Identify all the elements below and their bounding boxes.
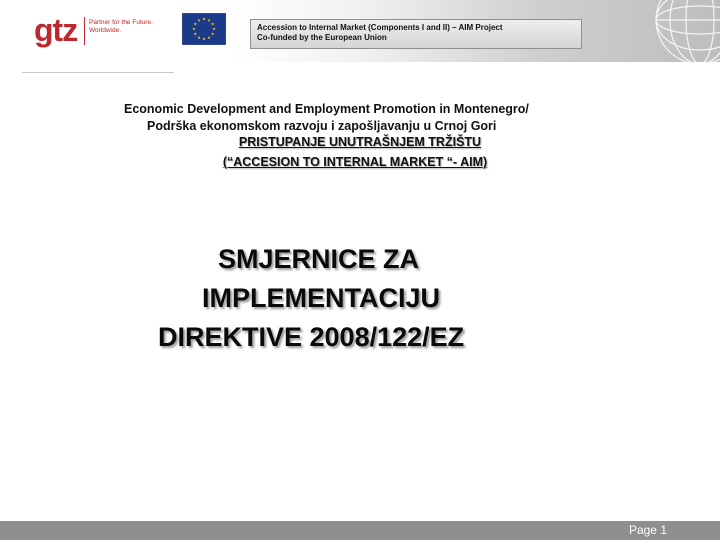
intro-text bbox=[124, 101, 604, 135]
eu-flag-icon bbox=[182, 13, 226, 45]
title-line-2: IMPLEMENTACIJU bbox=[202, 283, 441, 313]
header-bar bbox=[0, 0, 720, 62]
page-number: Page 1 bbox=[628, 523, 667, 537]
tagline-line-2: Worldwide. bbox=[89, 27, 122, 34]
logo-tagline bbox=[89, 19, 153, 35]
program-name-local: PRISTUPANJE UNUTRAŠNJEM TRŽIŠTU bbox=[238, 135, 482, 149]
footer-bar bbox=[0, 521, 720, 540]
project-info-box bbox=[250, 19, 582, 49]
logo-divider bbox=[84, 17, 85, 45]
globe-icon bbox=[638, 0, 720, 62]
title-line-1: SMJERNICE ZA bbox=[218, 244, 420, 274]
intro-line-1: Economic Development and Employment Promotion in Montenegro/ bbox=[124, 102, 529, 116]
slide-title bbox=[150, 240, 580, 357]
gtz-logo: gtz bbox=[34, 12, 78, 48]
title-line-3: DIREKTIVE 2008/122/EZ bbox=[158, 322, 465, 352]
project-line-1: Accession to Internal Market (Components I and II) – AIM Project bbox=[257, 23, 503, 32]
project-line-2: Co-funded by the European Union bbox=[257, 33, 387, 42]
intro-line-2: Podrška ekonomskom razvoju i zapošljavanju u Crnoj Gori bbox=[147, 119, 497, 133]
tagline-line-1: Partner for the Future. bbox=[89, 19, 153, 26]
program-name-english: (“ACCESION TO INTERNAL MARKET “- AIM) bbox=[222, 155, 488, 169]
header-underline bbox=[22, 72, 174, 73]
